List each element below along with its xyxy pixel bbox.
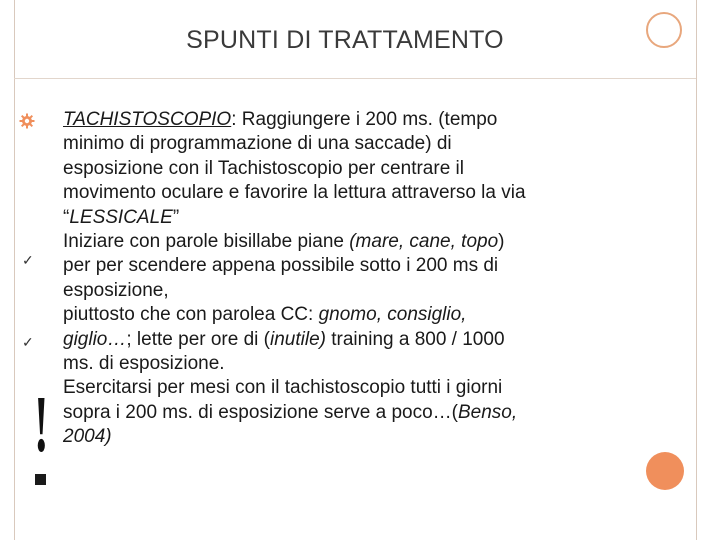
bullet-1-line-1 [63, 108, 663, 132]
open-quote: “ [63, 206, 70, 228]
lessicale-term: LESSICALE [69, 206, 173, 228]
bullet-3-text: ; lette per ore di ( [126, 328, 270, 350]
bullet-list [63, 108, 663, 449]
tachistoscopio-term: TACHISTOSCOPIO [63, 109, 232, 130]
bullet-3-line-3: ms. di esposizione. [63, 352, 225, 374]
close-paren: ) [498, 230, 505, 252]
left-border-line [14, 0, 15, 540]
bullet-1-line-4: movimento oculare e favorire la lettura attraverso la via [63, 182, 526, 204]
bullet-3-line-1 [63, 303, 663, 327]
slide-title: SPUNTI DI TRATTAMENTO [186, 26, 504, 54]
bullet-3-line-2 [63, 328, 663, 352]
bullet-1-line-5 [63, 206, 663, 230]
example-words: (mare, cane, topo [349, 230, 499, 252]
bullet-1-line-3: esposizione con il Tachistoscopio per centrare il [63, 157, 464, 179]
bullet-4-line-1: Esercitarsi per mesi con il tachistoscopio tutti i giorni [63, 377, 503, 399]
checkmark-icon: ✓ [22, 334, 34, 350]
checkmark-icon: ✓ [22, 252, 34, 268]
example-words: gnomo, consiglio, [318, 304, 467, 326]
square-bullet-icon [35, 474, 46, 485]
citation-author: Benso, [457, 401, 518, 423]
bullet-2-line-3: esposizione, [63, 279, 169, 301]
inutile-word: inutile) [270, 328, 326, 350]
bullet-2-line-1 [63, 230, 663, 254]
bullet-4-line-3: 2004) [63, 426, 112, 448]
gear-icon [19, 113, 35, 129]
bullet-3-text: piuttosto che con parolea CC: [63, 304, 319, 326]
example-words: giglio… [63, 328, 127, 350]
colon: : [231, 109, 242, 130]
bullet-1-line-2: minimo di programmazione di una saccade) di [63, 133, 452, 155]
exclamation-icon: ! [34, 381, 49, 469]
right-border-line [696, 0, 697, 540]
close-quote: ” [172, 206, 180, 228]
decorative-circle-filled [646, 452, 684, 490]
bullet-1-text: Raggiungere i 200 ms. (tempo [241, 109, 498, 130]
bullet-4-line-2 [63, 401, 663, 425]
bullet-2-text: Iniziare con parole bisillabe piane [63, 230, 350, 252]
bullet-4-text: sopra i 200 ms. di esposizione serve a poco…( [63, 401, 458, 423]
title-divider-line [14, 78, 696, 79]
bullet-2-line-2: per per scendere appena possibile sotto i 200 ms di [63, 255, 499, 277]
bullet-3-text: training a 800 / 1000 [325, 328, 505, 350]
